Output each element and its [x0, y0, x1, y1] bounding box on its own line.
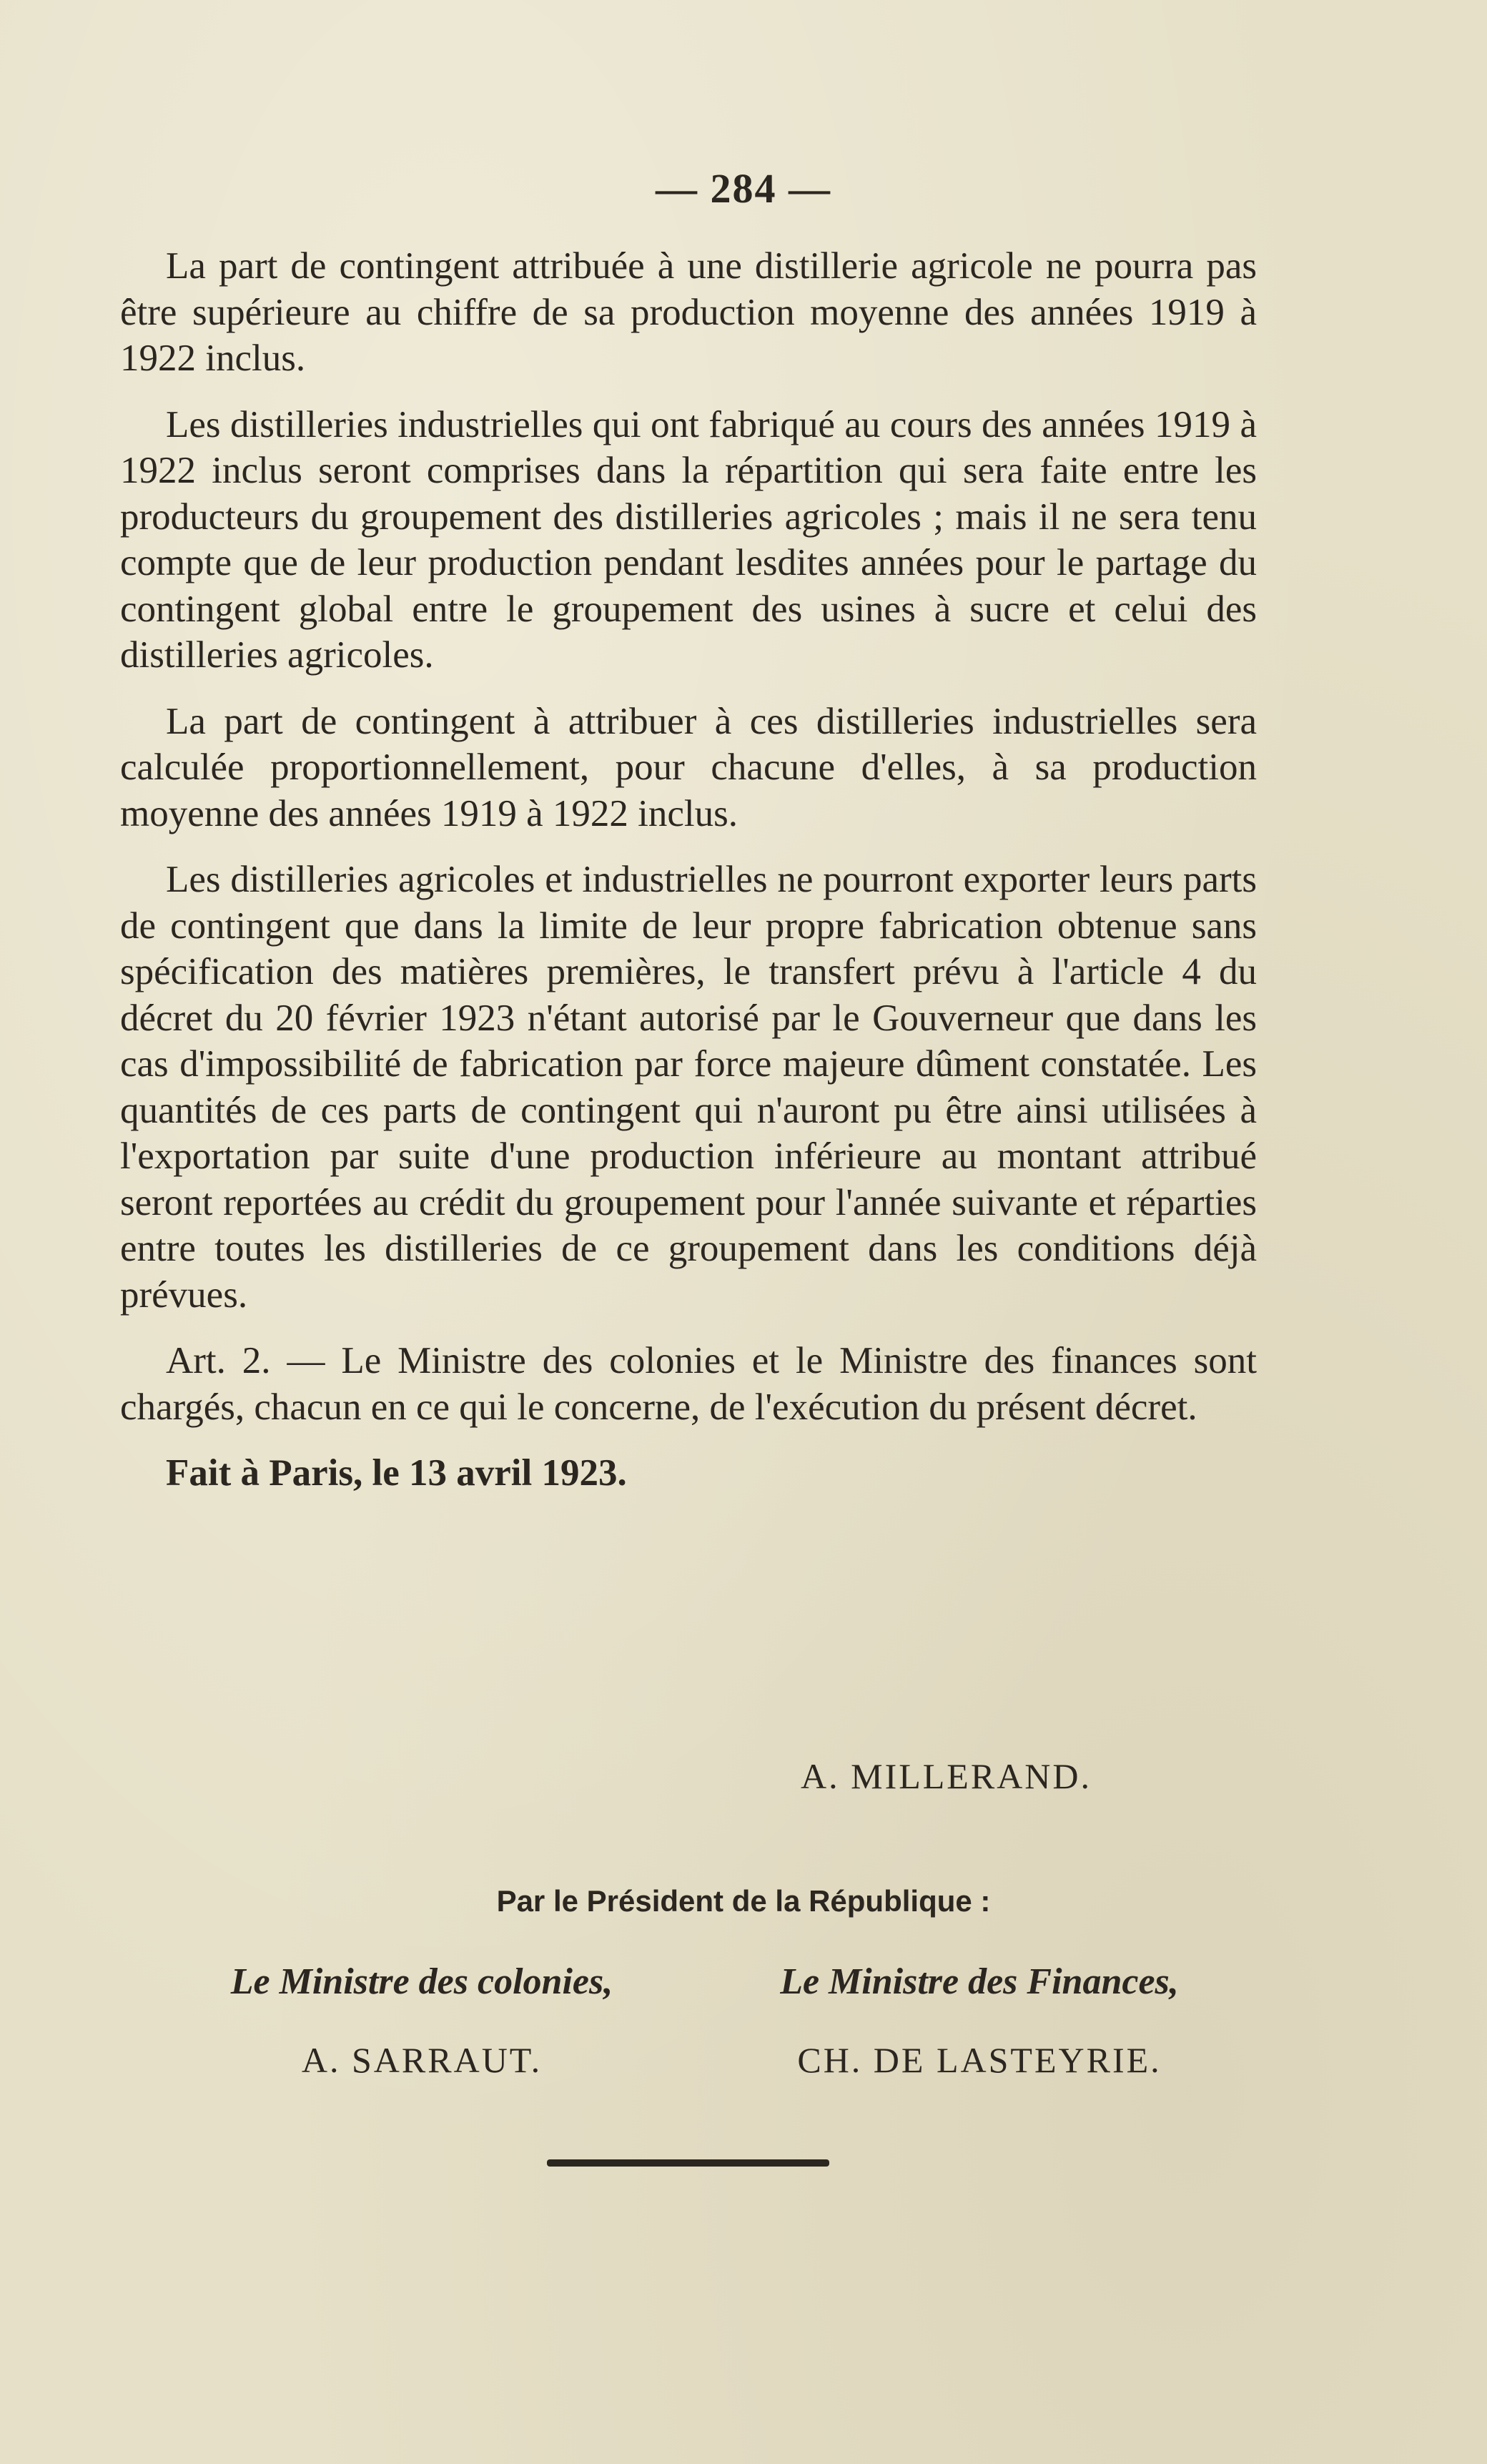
date-place-signoff: Fait à Paris, le 13 avril 1923.	[166, 1452, 627, 1494]
minister-name: A. SARRAUT.	[301, 2040, 543, 2080]
paragraph: Les distilleries industrielles qui ont fabriqué au cours des années 1919 à 1922 inclus seront comprises dans la répartition qui sera faite entre les producteurs du groupement des distilleries agricoles ; mais il ne sera tenu compte que de leur production pendant lesdites années pour le partage du contingent global entre le groupement des usines à sucre et celui des distilleries agricoles.	[120, 403, 1257, 676]
minister-title: Le Ministre des colonies,	[230, 1961, 613, 2002]
countersign-heading: Par le Président de la République :	[496, 1884, 991, 1918]
minister-title: Le Ministre des Finances,	[780, 1961, 1179, 2002]
page-number: — 284 —	[656, 165, 831, 212]
president-signature: A. MILLERAND.	[801, 1756, 1092, 1796]
paragraph: La part de contingent attribuée à une distillerie agricole ne pourra pas être supérieure au chiffre de sa production moyenne des années 1919 à 1922 inclus.	[120, 245, 1257, 379]
minister-finances	[701, 1959, 1258, 2081]
article-2-paragraph: Art. 2. — Le Ministre des colonies et le Ministre des finances sont chargés, chacun en ce qui le concerne, de l'exécution du présent décret.	[120, 1340, 1257, 1428]
closing-rule-divider	[547, 2159, 829, 2167]
decree-body	[120, 243, 1257, 1497]
minister-colonies	[143, 1959, 701, 2081]
paragraph: La part de contingent à attribuer à ces distilleries industrielles sera calculée proportionnellement, pour chacune d'elles, à sa production moyenne des années 1919 à 1922 inclus.	[120, 700, 1257, 834]
paragraph: Les distilleries agricoles et industrielles ne pourront exporter leurs parts de contingent que dans la limite de leur propre fabrication obtenue sans spécification des matières premières, le transfert prévu à l'article 4 du décret du 20 février 1923 n'étant autorisé par le Gouverneur que dans les cas d'impossibilité de fabrication par force majeure dûment constatée. Les quantités de ces parts de contingent qui n'auront pu être ainsi utilisées à l'exportation par suite d'une production inférieure au montant attribué seront reportées au crédit du groupement pour l'année suivante et réparties entre toutes les distilleries de ce groupement dans les conditions déjà prévues.	[120, 859, 1257, 1316]
minister-name: CH. DE LASTEYRIE.	[797, 2040, 1162, 2080]
